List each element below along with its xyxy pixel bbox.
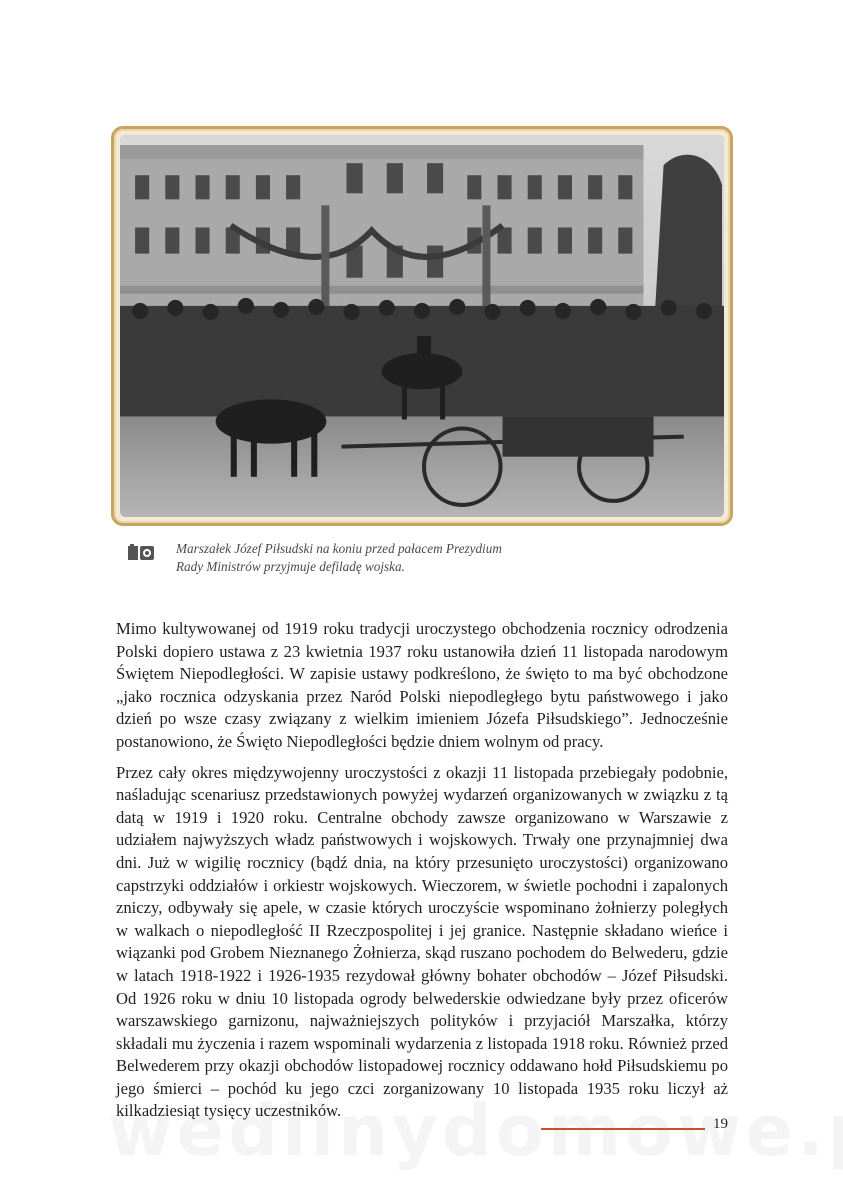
article-body	[116, 618, 728, 1131]
watermark	[108, 1090, 843, 1172]
footer-rule	[541, 1128, 705, 1130]
photo-frame	[111, 126, 733, 526]
caption-text	[176, 540, 502, 576]
page-number: 19	[713, 1116, 728, 1132]
photo-camera-icon	[128, 544, 154, 560]
parade-photo-illustration	[120, 135, 724, 517]
paragraph: Mimo kultywowanej od 1919 roku tradycji uroczystego obchodzenia rocznicy odrodzenia Polski dopiero ustawa z 23 kwietnia 1937 roku ustanowiła dzień 11 listopada narodowym Świętem Niepodległości. W zapisie ustawy podkreślono, że święto to ma być obchodzone „jako rocznica odzyskania przez Naród Polski niepodległego bytu państwowego i jako dzień po wsze czasy związany z wielkim imieniem Józefa Piłsudskiego”. Jednocześnie postanowiono, że Święto Niepodległości będzie dniem wolnym od pracy.	[116, 619, 728, 751]
caption-line-1: Marszałek Józef Piłsudski na koniu przed pałacem Prezydium	[176, 541, 502, 556]
caption-line-2: Rady Ministrów przyjmuje defiladę wojska.	[176, 559, 405, 574]
paragraph: Przez cały okres międzywojenny uroczystości z okazji 11 listopada przebiegały podobnie, naśladując scenariusz przedstawionych powyżej wydarzeń organizowanych w związku z tą datą w 1919 i 1920 roku. Centralne obchody zawsze organizowano w Warszawie z udziałem najwyższych władz państwowych i wojskowych. Trwały one przynajmniej dwa dni. Już w wigilię rocznicy (bądź dnia, na który przesunięto uroczystości) organizowano capstrzyki oddziałów i orkiestr wojskowych. Wieczorem, w świetle pochodni i zapalonych zniczy, odbywały się apele, w czasie których uroczyście wspominano żołnierzy poległych w walkach o niepodległość II Rzeczpospolitej i jej granice. Następnie składano wieńce i wiązanki pod Grobem Nieznanego Żołnierza, skąd ruszano pochodem do Belwederu, gdzie w latach 1918-1922 i 1926-1935 rezydował główny bohater obchodów – Józef Piłsudski. Od 1926 roku w dniu 10 listopada ogrody belwederskie odwiedzane były przez oficerów warszawskiego garnizonu, najważniejszych polityków i przyjaciół Marszałka, którzy składali mu życzenia i razem wspominali wydarzenia z listopada 1918 roku. Również przed Belwederem przy okazji obchodów listopadowej rocznicy oddawano hołd Piłsudskiemu po jego śmierci – pochód ku jego czci zorganizowany 10 listopada 1935 roku liczył aż kilkadziesiąt tysięcy uczestników.	[116, 762, 728, 1121]
parade-photo	[120, 135, 724, 517]
